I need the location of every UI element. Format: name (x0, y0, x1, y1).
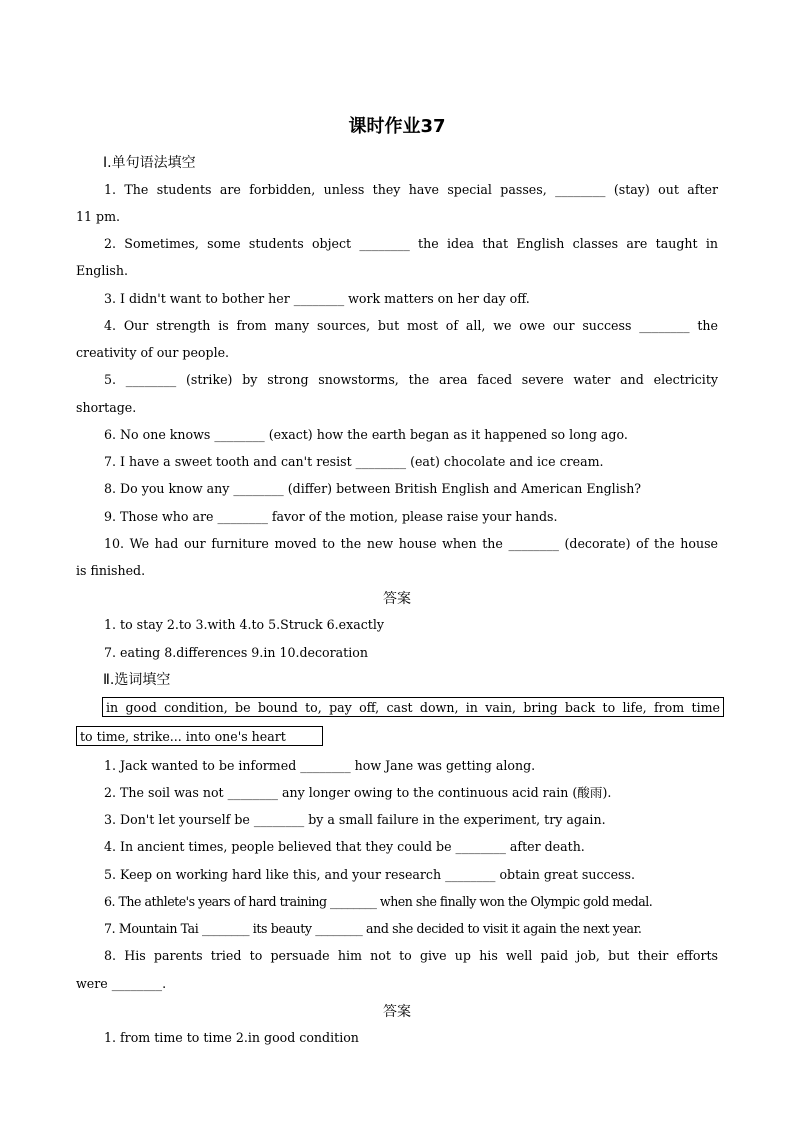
question-line: English. (76, 263, 128, 278)
answer-line: 7. eating 8.differences 9.in 10.decoration (104, 645, 368, 660)
answer-line: 1. from time to time 2.in good condition (104, 1030, 359, 1045)
answer-heading: 答案 (383, 591, 411, 607)
answer-heading: 答案 (383, 1004, 411, 1020)
question-line: 4. In ancient times, people believed that they could be ________ after death. (104, 839, 585, 854)
question-line: 4. Our strength is from many sources, but most of all, we owe our success ________ the (104, 318, 718, 333)
question-line: 8. Do you know any ________ (differ) between British English and American English? (104, 481, 642, 496)
question-line: 1. The students are forbidden, unless they have special passes, ________ (stay) out after (104, 182, 718, 197)
page-title: 课时作业37 (348, 116, 446, 137)
question-line: 8. His parents tried to persuade him not to give up his well paid job, but their efforts (104, 948, 718, 963)
question-line: 11 pm. (76, 209, 121, 224)
question-line: 3. Don't let yourself be ________ by a small failure in the experiment, try again. (104, 812, 606, 827)
question-line: 5. Keep on working hard like this, and your research ________ obtain great success. (104, 867, 635, 882)
question-line: shortage. (76, 400, 137, 415)
answer-line: 1. to stay 2.to 3.with 4.to 5.Struck 6.exactly (104, 617, 384, 632)
question-line: 7. I have a sweet tooth and can't resist ________ (eat) chocolate and ice cream. (104, 454, 604, 469)
question-line: 3. I didn't want to bother her ________ work matters on her day off. (104, 291, 530, 306)
question-line: were ________. (76, 976, 167, 991)
question-line: 5. ________ (strike) by strong snowstorms, the area faced severe water and electricity (104, 372, 718, 387)
question-line: 10. We had our furniture moved to the new house when the ________ (decorate) of the house (104, 536, 718, 551)
word-bank-box: in good condition, be bound to, pay off, cast down, in vain, bring back to life, from time (102, 697, 724, 717)
question-line: 6. No one knows ________ (exact) how the earth began as it happened so long ago. (104, 427, 628, 442)
question-line: 9. Those who are ________ favor of the motion, please raise your hands. (104, 509, 558, 524)
question-line: 7. Mountain Tai ________ its beauty ________ and she decided to visit it again the next year. (104, 921, 642, 936)
section-1-heading: Ⅰ.单句语法填空 (103, 155, 196, 171)
section-2-heading: Ⅱ.选词填空 (103, 672, 171, 688)
question-line: is finished. (76, 563, 146, 578)
question-line: 1. Jack wanted to be informed ________ how Jane was getting along. (104, 758, 536, 773)
question-line: 2. Sometimes, some students object ________ the idea that English classes are taught in (104, 236, 718, 251)
word-bank-box: to time, strike... into one's heart (76, 726, 323, 746)
question-line: 6. The athlete's years of hard training ________ when she finally won the Olympic gold medal. (104, 894, 653, 909)
question-line: creativity of our people. (76, 345, 230, 360)
question-line: 2. The soil was not ________ any longer owing to the continuous acid rain (酸雨). (104, 785, 612, 800)
